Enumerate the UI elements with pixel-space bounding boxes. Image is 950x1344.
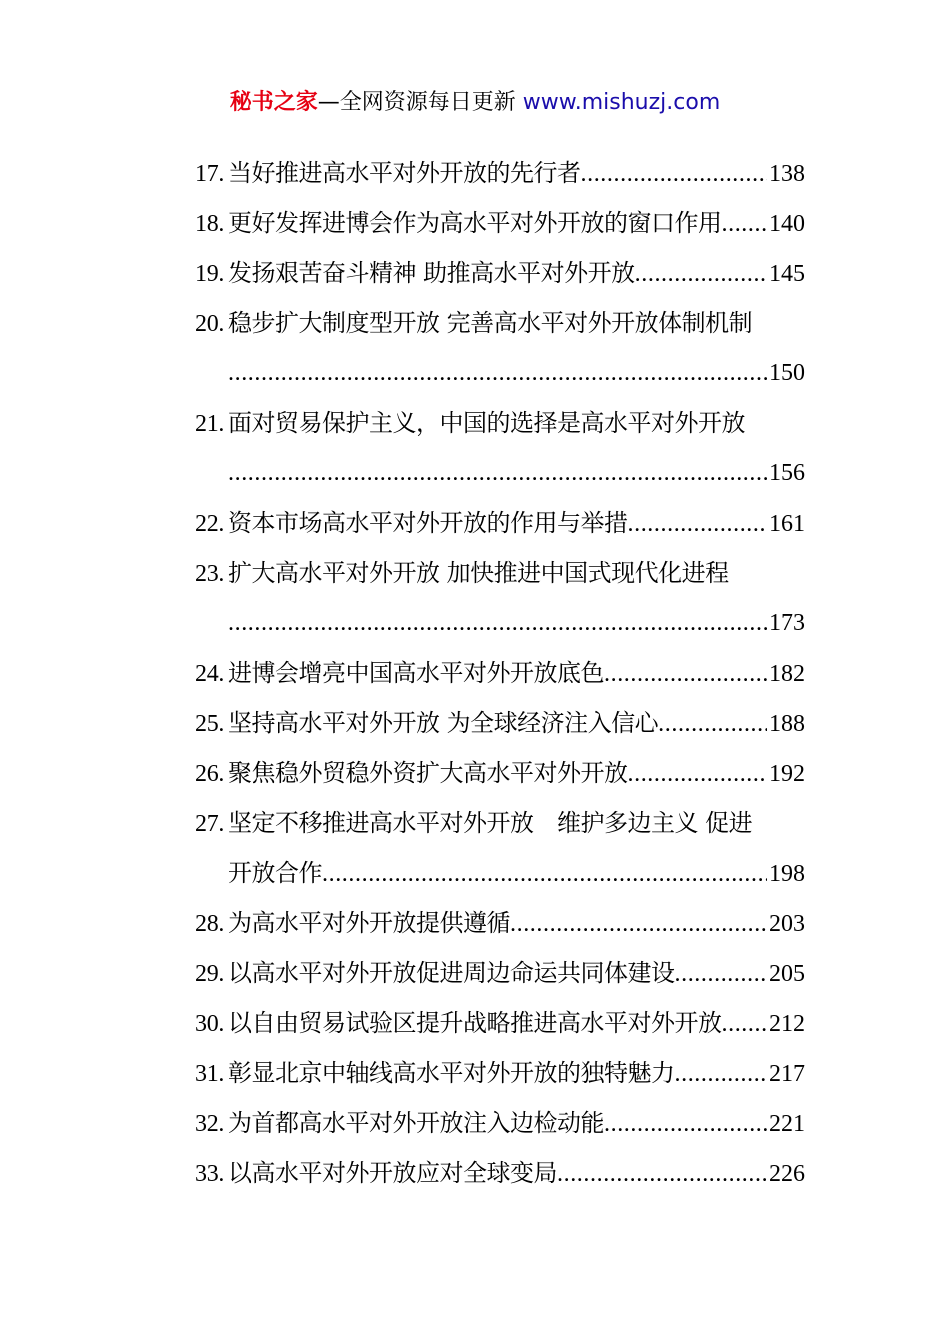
toc-entry-title: 稳步扩大制度型开放 完善高水平对外开放体制机制 xyxy=(228,309,753,337)
toc-entry[interactable] xyxy=(195,748,805,798)
toc-entry[interactable] xyxy=(195,1148,805,1198)
table-of-contents xyxy=(195,148,805,1198)
toc-entry-number: 30. xyxy=(195,1011,225,1037)
toc-leader-dots xyxy=(510,899,767,949)
toc-entry-title: 进博会增亮中国高水平对外开放底色 xyxy=(228,659,604,687)
toc-entry[interactable] xyxy=(195,298,805,398)
toc-leader-dots xyxy=(581,149,768,199)
toc-entry[interactable] xyxy=(195,548,805,648)
toc-leader-dots xyxy=(628,499,768,549)
toc-entry-number: 17. xyxy=(195,161,225,187)
toc-entry-number: 33. xyxy=(195,1161,225,1187)
toc-leader-dots xyxy=(675,1049,768,1099)
toc-entry-title: 更好发挥进博会作为高水平对外开放的窗口作用 xyxy=(228,209,722,237)
toc-entry-number: 31. xyxy=(195,1061,225,1087)
toc-leader-dots xyxy=(604,649,767,699)
toc-entry[interactable] xyxy=(195,798,805,898)
toc-entry-number: 18. xyxy=(195,211,225,237)
toc-entry-page: 198 xyxy=(769,861,805,887)
toc-entry[interactable] xyxy=(195,898,805,948)
toc-entry-title: 扩大高水平对外开放 加快推进中国式现代化进程 xyxy=(228,559,729,587)
toc-entry-number: 19. xyxy=(195,261,225,287)
toc-entry-title: 资本市场高水平对外开放的作用与举措 xyxy=(228,509,628,537)
toc-entry-number: 29. xyxy=(195,961,225,987)
toc-entry-page: 140 xyxy=(769,211,805,237)
toc-entry-number: 26. xyxy=(195,761,225,787)
toc-leader-dots xyxy=(228,348,767,398)
toc-entry[interactable] xyxy=(195,148,805,198)
toc-entry-page: 173 xyxy=(769,610,805,636)
toc-entry-title: 坚定不移推进高水平对外开放 维护多边主义 促进 xyxy=(228,809,753,837)
toc-entry[interactable] xyxy=(195,698,805,748)
toc-leader-dots xyxy=(675,949,768,999)
toc-entry-title: 以高水平对外开放应对全球变局 xyxy=(228,1159,557,1187)
toc-entry-number: 20. xyxy=(195,311,225,337)
toc-entry[interactable] xyxy=(195,398,805,498)
toc-entry[interactable] xyxy=(195,948,805,998)
toc-entry-page: 156 xyxy=(769,460,805,486)
toc-entry[interactable] xyxy=(195,1098,805,1148)
brand-name: 秘书之家 xyxy=(229,90,318,115)
toc-entry-page: 217 xyxy=(769,1061,805,1087)
toc-entry-page: 161 xyxy=(769,511,805,537)
toc-entry-title: 以高水平对外开放促进周边命运共同体建设 xyxy=(228,959,675,987)
toc-entry-number: 28. xyxy=(195,911,225,937)
toc-leader-dots xyxy=(322,849,767,899)
toc-entry-title: 发扬艰苦奋斗精神 助推高水平对外开放 xyxy=(228,259,635,287)
toc-leader-dots xyxy=(635,249,767,299)
toc-entry-title: 聚焦稳外贸稳外资扩大高水平对外开放 xyxy=(228,759,628,787)
site-header xyxy=(0,88,950,118)
toc-entry[interactable] xyxy=(195,498,805,548)
toc-leader-dots xyxy=(722,999,768,1049)
toc-entry-page: 182 xyxy=(769,661,805,687)
toc-entry-title: 当好推进高水平对外开放的先行者 xyxy=(228,159,581,187)
toc-entry-page: 192 xyxy=(769,761,805,787)
toc-entry-number: 24. xyxy=(195,661,225,687)
toc-entry-title: 彰显北京中轴线高水平对外开放的独特魅力 xyxy=(228,1059,675,1087)
toc-entry-number: 27. xyxy=(195,811,225,837)
toc-entry-number: 22. xyxy=(195,511,225,537)
toc-entry-page: 203 xyxy=(769,911,805,937)
toc-entry[interactable] xyxy=(195,648,805,698)
toc-entry-title-continued: 开放合作 xyxy=(228,859,322,887)
toc-leader-dots xyxy=(228,448,767,498)
toc-entry-page: 221 xyxy=(769,1111,805,1137)
toc-leader-dots xyxy=(658,699,767,749)
toc-entry-number: 25. xyxy=(195,711,225,737)
site-url[interactable]: www.mishuzj.com xyxy=(522,90,721,115)
toc-entry[interactable] xyxy=(195,998,805,1048)
toc-entry-number: 23. xyxy=(195,561,225,587)
toc-entry-title: 为高水平对外开放提供遵循 xyxy=(228,909,510,937)
toc-entry-number: 32. xyxy=(195,1111,225,1137)
header-tagline: —全网资源每日更新 xyxy=(317,90,523,115)
toc-leader-dots xyxy=(228,598,767,648)
toc-entry-title: 以自由贸易试验区提升战略推进高水平对外开放 xyxy=(228,1009,722,1037)
toc-leader-dots xyxy=(628,749,768,799)
toc-entry-page: 212 xyxy=(769,1011,805,1037)
toc-entry-title: 为首都高水平对外开放注入边检动能 xyxy=(228,1109,604,1137)
toc-entry-page: 138 xyxy=(769,161,805,187)
toc-entry-page: 226 xyxy=(769,1161,805,1187)
toc-entry[interactable] xyxy=(195,248,805,298)
toc-entry-page: 205 xyxy=(769,961,805,987)
toc-entry-page: 188 xyxy=(769,711,805,737)
toc-leader-dots xyxy=(722,199,768,249)
toc-entry-title: 坚持高水平对外开放 为全球经济注入信心 xyxy=(228,709,659,737)
toc-leader-dots xyxy=(604,1099,767,1149)
toc-entry[interactable] xyxy=(195,1048,805,1098)
toc-entry-number: 21. xyxy=(195,411,225,437)
toc-entry[interactable] xyxy=(195,198,805,248)
toc-entry-page: 150 xyxy=(769,360,805,386)
toc-entry-page: 145 xyxy=(769,261,805,287)
toc-leader-dots xyxy=(557,1149,767,1199)
toc-entry-title: 面对贸易保护主义，中国的选择是高水平对外开放 xyxy=(228,409,745,437)
